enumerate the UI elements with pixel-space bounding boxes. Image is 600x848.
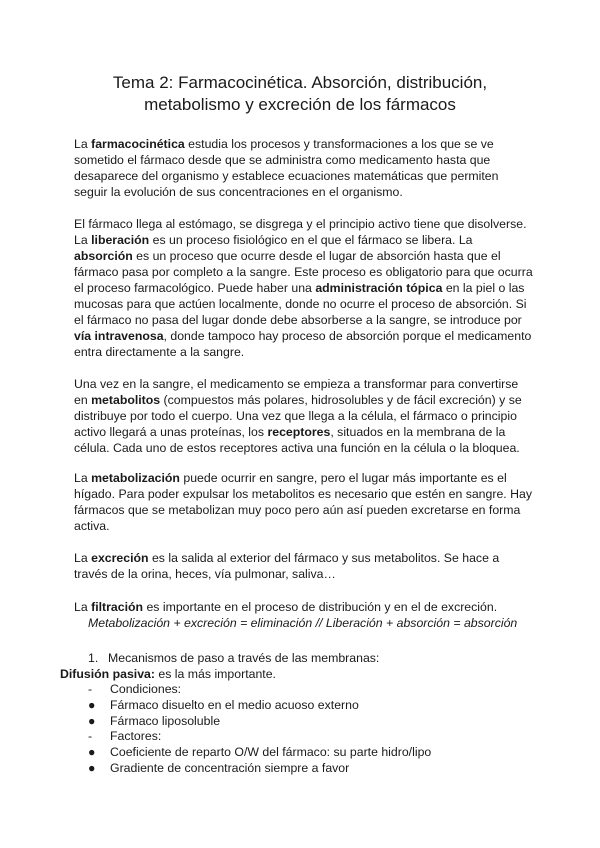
- list-item-text: Gradiente de concentración siempre a favor: [110, 760, 350, 775]
- text-run: La: [74, 600, 92, 614]
- bullet-icon: ●: [88, 745, 96, 760]
- list-item: [88, 682, 431, 698]
- subheading-bold: Difusión pasiva:: [60, 667, 155, 681]
- list-item-text: Factores:: [110, 729, 162, 744]
- paragraph-farmacocinetica: [74, 136, 534, 200]
- numbered-heading: [88, 650, 379, 666]
- list-item: [88, 761, 431, 777]
- paragraph-filtracion: [74, 599, 534, 615]
- term-via-intravenosa: vía intravenosa: [74, 329, 164, 343]
- text-run: puede ocurrir en sangre, pero el lugar más importante es el hígado. Para poder expulsar los metabolitos es necesario que estén en sangre. Hay fármacos que se metabolizan muy poco pero aún así pueden excretarse en forma activa.: [74, 471, 532, 533]
- list-item-text: Coeficiente de reparto O/W del fármaco: su parte hidro/lipo: [110, 745, 432, 760]
- subheading-difusion-pasiva: [60, 666, 276, 682]
- conditions-factors-list: [88, 682, 431, 777]
- list-item-text: Fármaco disuelto en el medio acuoso externo: [110, 697, 359, 712]
- list-item-text: Condiciones:: [110, 682, 182, 696]
- title-line-1: Tema 2: Farmacocinética. Absorción, distribución,: [112, 73, 488, 92]
- list-marker: -: [88, 682, 93, 696]
- list-marker: -: [88, 729, 93, 744]
- list-item: [88, 745, 431, 761]
- subheading-text: es la más importante.: [154, 667, 276, 681]
- text-run: , donde tampoco hay proceso de absorción porque el medicamento entra directamente a la sangre.: [74, 329, 532, 359]
- list-item: [88, 714, 431, 730]
- list-item: [88, 698, 431, 714]
- bullet-icon: ●: [88, 760, 96, 775]
- term-metabolizacion: metabolización: [91, 471, 180, 485]
- term-receptores: receptores: [267, 425, 331, 439]
- text-run: Una vez en la sangre, el medicamento se empieza a transformar para convertirse en: [74, 377, 519, 407]
- list-number: 1.: [88, 651, 99, 665]
- term-absorcion: absorción: [74, 249, 133, 263]
- bullet-icon: ●: [88, 697, 96, 712]
- text-run: (compuestos más polares, hidrosolubles y de fácil excreción) y se distribuye por todo el cuerpo. Una vez que llega a la célula, el fármaco o principio activo llegará a unas proteínas, los: [74, 393, 522, 439]
- text-run: estudia los procesos y transformaciones a los que se ve sometido el fármaco desde que se administra como medicamento hasta que desaparece del organismo y establece ecuaciones matemáticas que permiten seguir la evolución de sus concentraciones en el organismo.: [74, 137, 499, 199]
- term-filtracion: filtración: [91, 600, 144, 614]
- term-administracion-topica: administración tópica: [315, 281, 443, 295]
- term-excrecion: excreción: [91, 551, 149, 565]
- text-run: , situados en la membrana de la célula. Cada uno de estos receptores activa una función en la célula o la bloquea.: [74, 425, 520, 455]
- text-run: es un proceso fisiológico en el que el fármaco se libera. La: [149, 233, 473, 247]
- list-item-text: Fármaco liposoluble: [110, 713, 221, 728]
- term-metabolitos: metabolitos: [91, 393, 161, 407]
- formula-line: Metabolización + excreción = eliminación // Liberación + absorción = absorción: [88, 616, 518, 630]
- text-run: es la salida al exterior del fármaco y sus metabolitos. Se hace a través de la orina, heces, vía pulmonar, saliva…: [74, 551, 500, 581]
- text-run: La: [74, 137, 92, 151]
- paragraph-excrecion: [74, 550, 534, 582]
- text-run: El fármaco llega al estómago, se disgrega y el principio activo tiene que disolverse. La: [74, 217, 527, 247]
- title-line-2: metabolismo y excreción de los fármacos: [144, 95, 456, 114]
- text-run: La: [74, 551, 92, 565]
- list-item: [88, 729, 431, 745]
- page-title: [60, 72, 540, 116]
- paragraph-liberacion-absorcion: [74, 216, 534, 360]
- text-run: en la piel o las mucosas para que actúen localmente, donde no ocurre el proceso de absorción. Si el fármaco no pasa del lugar donde debe absorberse a la sangre, se introduce por: [74, 281, 527, 327]
- text-run: es un proceso que ocurre desde el lugar de absorción hasta que el fármaco pasa por completo a la sangre. Este proceso es obligatorio para que ocurra el proceso farmacológico. Puede haber una: [74, 249, 533, 295]
- term-farmacocinetica: farmacocinética: [91, 137, 185, 151]
- numbered-heading-text: Mecanismos de paso a través de las membranas:: [108, 651, 380, 665]
- text-run: La: [74, 471, 92, 485]
- bullet-icon: ●: [88, 713, 96, 728]
- term-liberacion: liberación: [91, 233, 150, 247]
- paragraph-metabolitos: [74, 376, 534, 456]
- text-run: es importante en el proceso de distribución y en el de excreción.: [143, 600, 498, 614]
- paragraph-metabolizacion: [74, 470, 534, 534]
